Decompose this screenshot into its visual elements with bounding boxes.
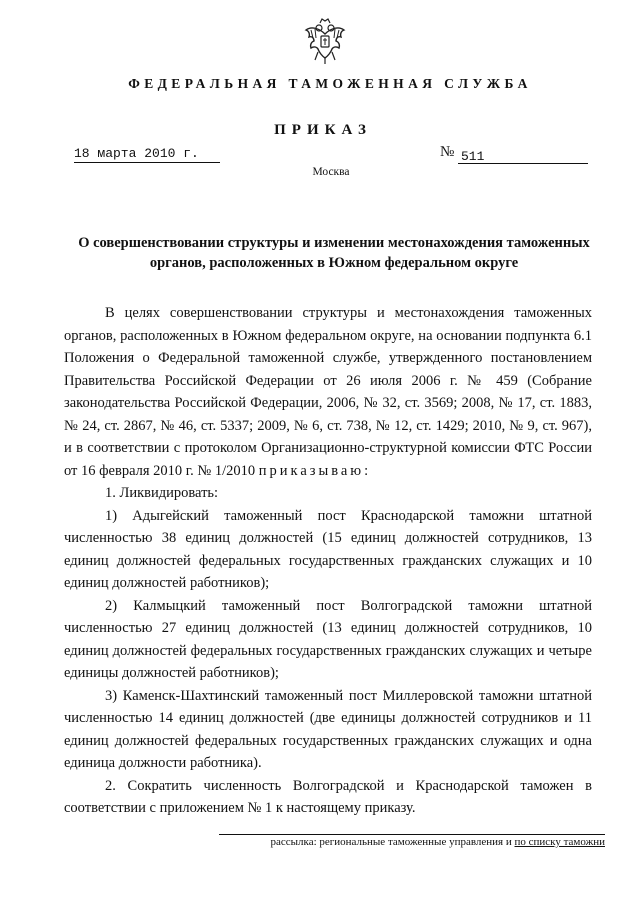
item-1-2: 2) Калмыцкий таможенный пост Волгоградской таможни штатной численностью 27 единиц должностей (13 единиц должностей сотрудников, 10 единиц должностей федеральных государственных гражданских служащих и четыре единицы должностей работников); [64,597,592,681]
intro-paragraph [64,302,592,482]
item-1-title: 1. Ликвидировать: [105,485,219,501]
order-number: 511 [461,149,485,164]
decree-word: приказываю: [258,462,372,479]
city: Москва [312,166,350,178]
order-subject: О совершенствовании структуры и изменении местонахождения таможенных органов, расположенных в Южном федеральном округе [78,235,590,271]
mailing-prefix: рассылка: региональные таможенные управления и [270,836,512,848]
order-date: 18 марта 2010 г. [74,146,220,163]
item-1-1: 1) Адыгейский таможенный пост Краснодарской таможни штатной численностью 38 единиц должностей (15 единиц должностей сотрудников, 13 единиц должностей федеральных государственных гражданских служащих и 10 единиц должностей работников); [64,507,592,591]
number-sign: № [440,144,455,160]
state-emblem-icon [303,16,347,66]
footer-divider [219,834,605,835]
order-body [64,302,592,820]
item-2: 2. Сократить численность Волгоградской и Краснодарской таможен в соответствии с приложением № 1 к настоящему приказу. [64,777,592,816]
agency-name: ФЕДЕРАЛЬНАЯ ТАМОЖЕННАЯ СЛУЖБА [128,76,532,91]
mailing-list [219,836,605,848]
number-underline [458,163,588,164]
intro-text: В целях совершенствовании структуры и местонахождения таможенных органов, расположенных в Южном федеральном округе, на основании подпункта 6.1 Положения о Федеральной таможенной службе, утвержденного постановлением Правительства Российской Федерации от 26 июля 2006 г. № 459 (Собрание законодательства Российской Федерации, 2006, № 32, ст. 3569; 2008, № 17, ст. 1883, № 24, ст. 2867, № 46, ст. 5337; 2009, № 6, ст. 738, № 12, ст. 1429; 2010, № 9, ст. 967), и в соответствии с протоколом Организационно-структурной комиссии ФТС России от 16 февраля 2010 г. № 1/2010 [64,305,592,479]
mailing-link: по списку таможни [514,836,605,848]
item-1-3: 3) Каменск-Шахтинский таможенный пост Миллеровской таможни штатной численностью 14 единиц должностей (две единицы должностей сотрудников и 11 единиц должностей федеральных государственных гражданских служащих и одна единица должности работника). [64,687,592,771]
document-type-title: ПРИКАЗ [274,122,372,138]
